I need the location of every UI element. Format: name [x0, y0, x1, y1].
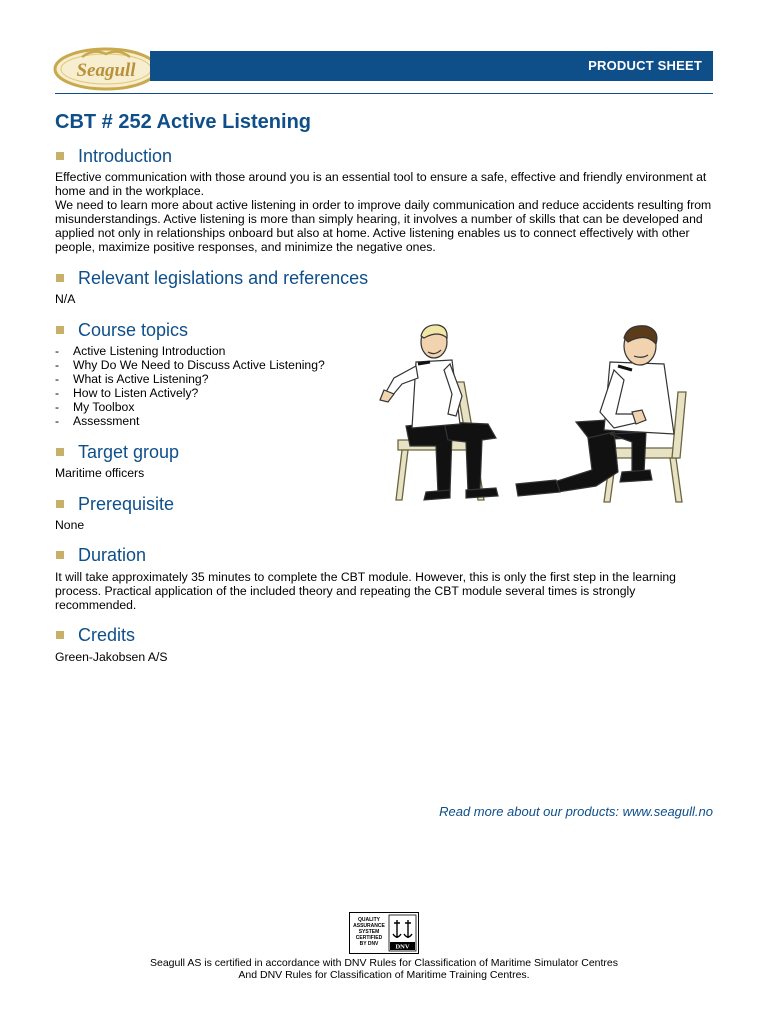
target-group-body: Maritime officers — [55, 466, 145, 480]
course-topics-list — [55, 344, 325, 428]
section-heading-credits — [55, 625, 135, 646]
heading-text: Duration — [78, 545, 147, 565]
svg-text:SYSTEM: SYSTEM — [358, 929, 380, 935]
bullet-square-icon — [56, 448, 64, 456]
footer-certification-text — [0, 957, 768, 981]
intro-paragraph: We need to learn more about active listening in order to improve daily communication and reduce accidents resulting from misunderstandings. Active listening is more than simply hearing, it involves a number of skills that can be developed and applied not only in relationships onboard but also at home. Active listening enables us to connect effectively with other people, maximize positive responses, and minimize the negative ones. — [55, 198, 712, 254]
list-item: - Active Listening Introduction — [55, 344, 226, 358]
svg-text:CERTIFIED: CERTIFIED — [355, 935, 383, 941]
bullet-square-icon — [56, 500, 64, 508]
intro-paragraph: Effective communication with those around you is an essential tool to ensure a safe, effective and friendly environment at home and in the workplace. — [55, 170, 707, 198]
heading-text: Target group — [78, 442, 180, 462]
seagull-logo[interactable] — [52, 44, 160, 92]
svg-text:BY DNV: BY DNV — [359, 941, 379, 947]
bullet-square-icon — [56, 551, 64, 559]
bullet-square-icon — [56, 631, 64, 639]
heading-text: Course topics — [78, 320, 189, 340]
legislations-body: N/A — [55, 292, 76, 306]
footer-line: Seagull AS is certified in accordance with DNV Rules for Classification of Maritime Simulator Centres — [149, 957, 619, 969]
section-heading-course-topics — [55, 320, 188, 341]
prerequisite-body: None — [55, 518, 85, 532]
list-item: - How to Listen Actively? — [55, 386, 199, 400]
credits-body: Green-Jakobsen A/S — [55, 650, 168, 664]
section-heading-prerequisite — [55, 494, 174, 515]
svg-text:ASSURANCE: ASSURANCE — [353, 923, 385, 929]
list-item: - My Toolbox — [55, 400, 135, 414]
duration-body: It will take approximately 35 minutes to complete the CBT module. However, this is only the first step in the learning process. Practical application of the included theory and repeating the CBT module several times is strongly recommended. — [55, 570, 676, 612]
list-item: - What is Active Listening? — [55, 372, 209, 386]
footer-line: And DNV Rules for Classification of Maritime Training Centres. — [238, 969, 530, 981]
svg-text:DNV: DNV — [395, 943, 410, 951]
bullet-square-icon — [56, 152, 64, 160]
heading-text: Relevant legislations and references — [78, 268, 369, 288]
dnv-certification-badge — [349, 912, 419, 954]
read-more-link[interactable]: Read more about our products: www.seagull.no — [439, 804, 713, 819]
heading-text: Prerequisite — [78, 494, 175, 514]
product-sheet-label: PRODUCT SHEET — [588, 58, 702, 73]
section-heading-introduction — [55, 146, 172, 167]
page-title: CBT # 252 Active Listening — [55, 111, 311, 133]
heading-text: Introduction — [78, 146, 173, 166]
header-divider — [55, 93, 713, 94]
section-heading-target-group — [55, 442, 179, 463]
heading-text: Credits — [78, 625, 136, 645]
section-heading-legislations — [55, 268, 368, 289]
bullet-square-icon — [56, 274, 64, 282]
introduction-body — [55, 170, 715, 254]
logo-text: Seagull — [76, 60, 136, 81]
list-item: - Assessment — [55, 414, 140, 428]
svg-text:QUALITY: QUALITY — [358, 917, 380, 923]
bullet-square-icon — [56, 326, 64, 334]
list-item: - Why Do We Need to Discuss Active Listening? — [55, 358, 325, 372]
section-heading-duration — [55, 545, 146, 566]
